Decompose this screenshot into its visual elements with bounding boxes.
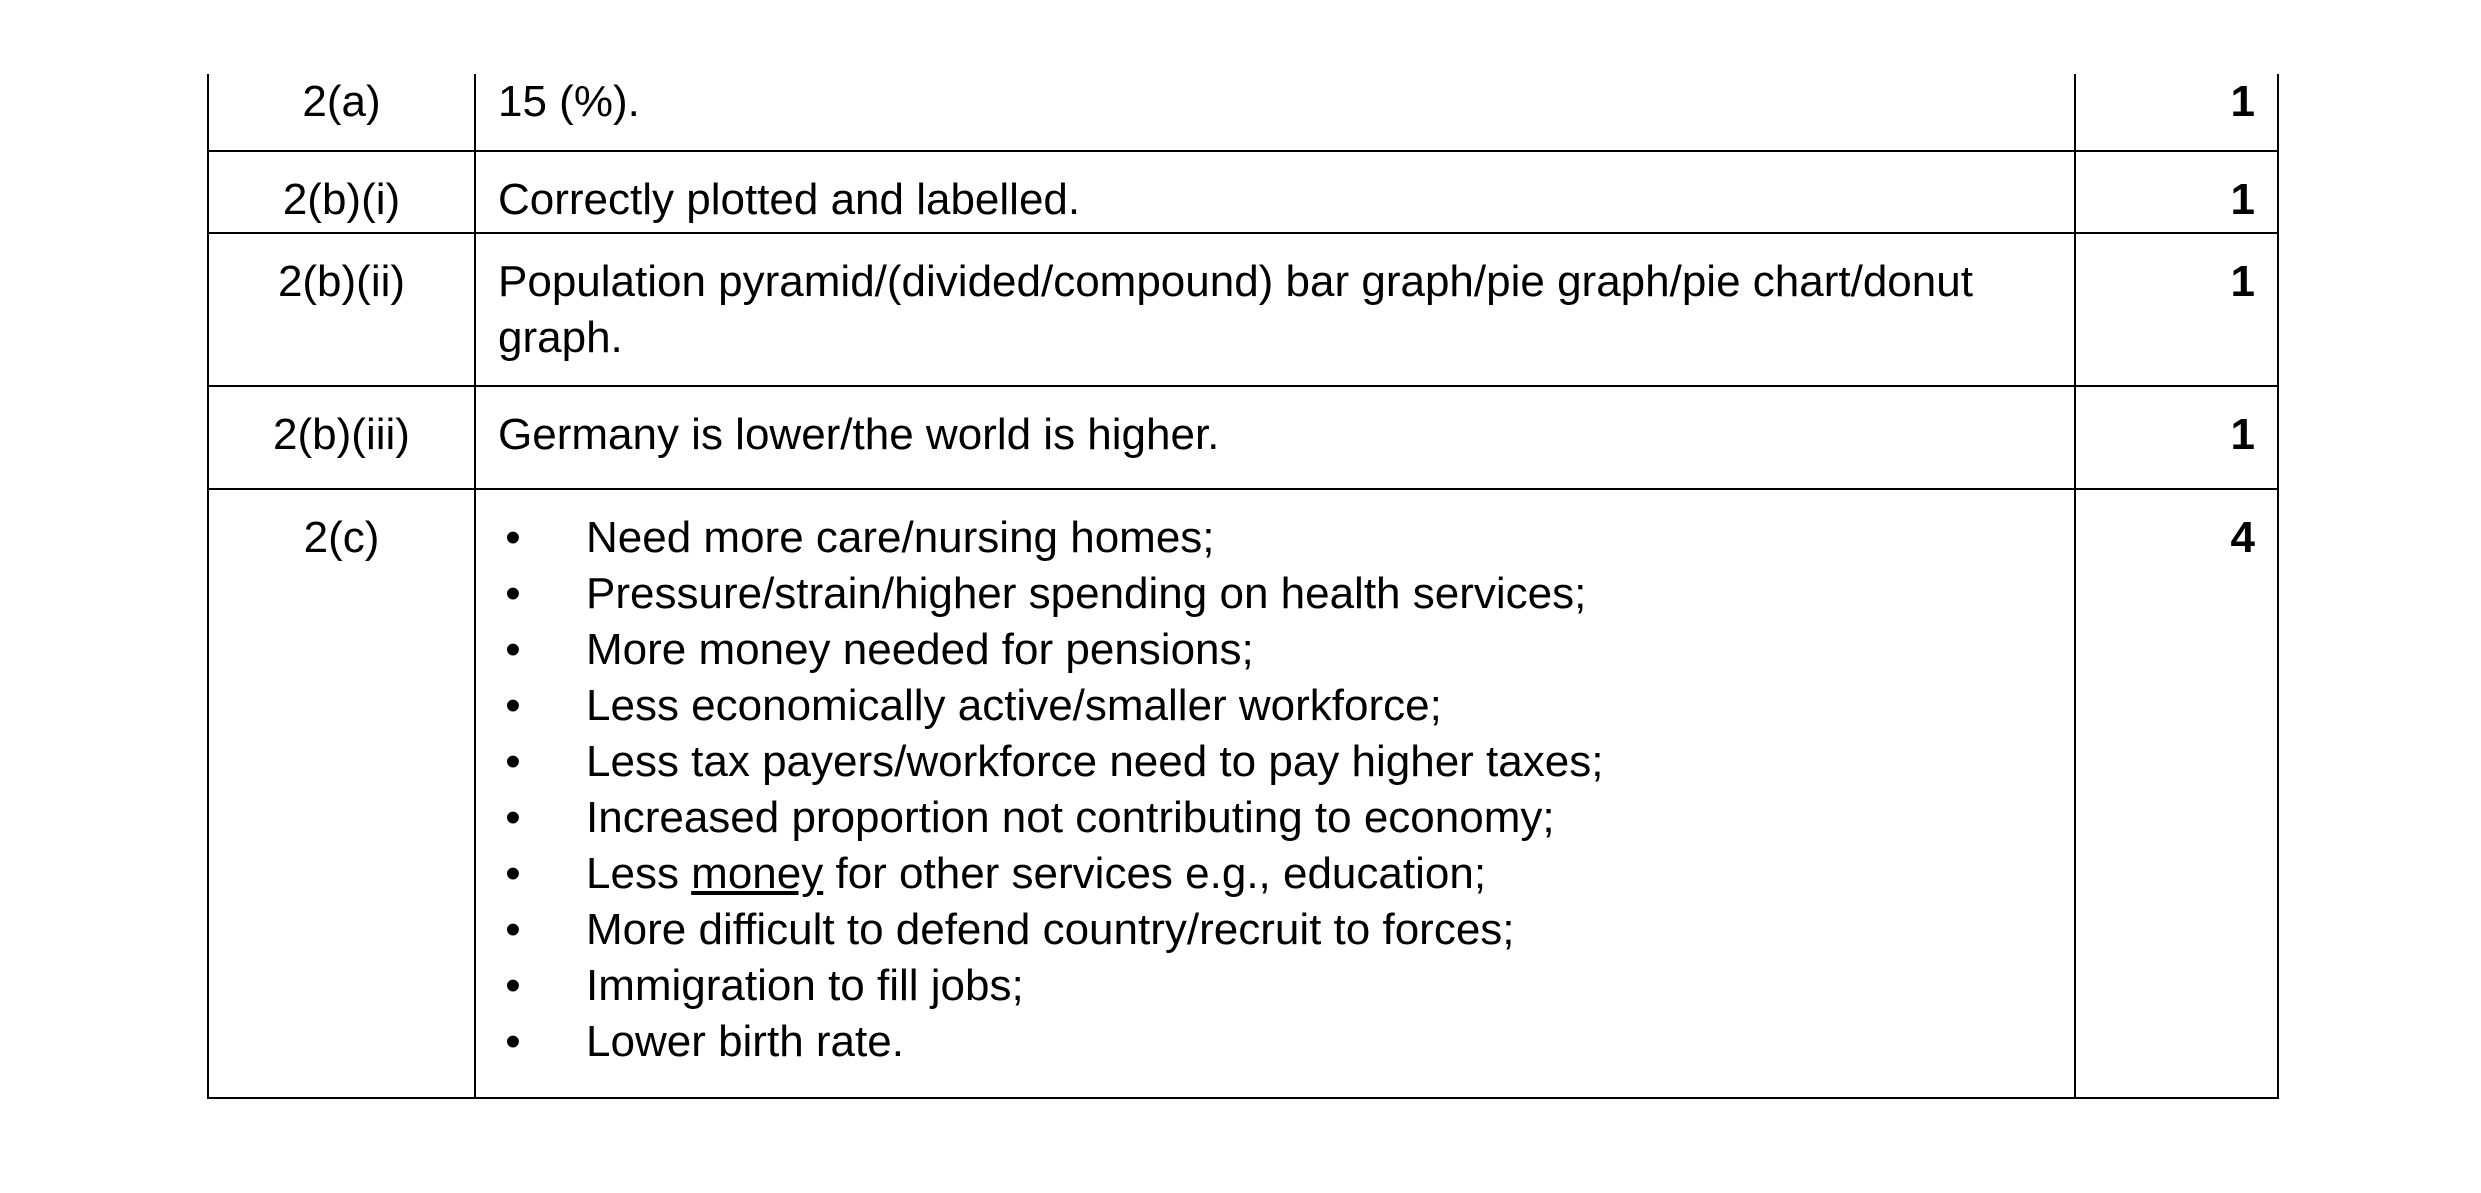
list-item-text: More money needed for pensions;	[586, 625, 1254, 674]
marks-value: 1	[2075, 151, 2278, 233]
list-item-text: Lower birth rate.	[586, 1017, 904, 1066]
question-number: 2(b)(ii)	[208, 233, 475, 386]
bullet-icon: •	[505, 513, 521, 562]
list-item	[498, 734, 2052, 790]
bullet-icon: •	[505, 905, 521, 954]
answer-points-list	[498, 510, 2052, 1070]
list-item	[498, 510, 2052, 566]
bullet-icon: •	[505, 625, 521, 674]
bullet-icon: •	[505, 849, 521, 898]
marks-value: 4	[2075, 489, 2278, 1098]
bullet-icon: •	[505, 737, 521, 786]
question-number: 2(a)	[208, 74, 475, 151]
bullet-icon: •	[505, 569, 521, 618]
answer-text: Population pyramid/(divided/compound) bar graph/pie graph/pie chart/donut graph.	[475, 233, 2075, 386]
table-row	[208, 151, 2278, 233]
list-item-text: Need more care/nursing homes;	[586, 513, 1215, 562]
bullet-icon: •	[505, 1017, 521, 1066]
list-item-text: Less	[586, 849, 692, 898]
marks-value: 1	[2075, 386, 2278, 489]
table-row	[208, 386, 2278, 489]
underlined-text: money	[691, 849, 824, 898]
table-row	[208, 233, 2278, 386]
marks-value: 1	[2075, 233, 2278, 386]
table-row	[208, 489, 2278, 1098]
bullet-icon: •	[505, 793, 521, 842]
mark-scheme-table	[207, 74, 2279, 1099]
list-item	[498, 846, 2052, 902]
list-item	[498, 566, 2052, 622]
list-item-text: Pressure/strain/higher spending on health services;	[586, 569, 1587, 618]
list-item-text: for other services e.g., education;	[823, 849, 1487, 898]
list-item	[498, 958, 2052, 1014]
list-item-text: More difficult to defend country/recruit to forces;	[586, 905, 1515, 954]
marks-value: 1	[2075, 74, 2278, 151]
bullet-icon: •	[505, 681, 521, 730]
list-item	[498, 622, 2052, 678]
bullet-icon: •	[505, 961, 521, 1010]
question-number: 2(c)	[208, 489, 475, 1098]
list-item-text: Less tax payers/workforce need to pay higher taxes;	[586, 737, 1604, 786]
list-item-text: Increased proportion not contributing to economy;	[586, 793, 1555, 842]
list-item	[498, 678, 2052, 734]
answer-text: Correctly plotted and labelled.	[475, 151, 2075, 233]
answer-text: 15 (%).	[475, 74, 2075, 151]
list-item-text: Less economically active/smaller workforce;	[586, 681, 1442, 730]
answer-text: Germany is lower/the world is higher.	[475, 386, 2075, 489]
answer-list-cell	[475, 489, 2075, 1098]
list-item	[498, 1014, 2052, 1070]
list-item	[498, 902, 2052, 958]
question-number: 2(b)(i)	[208, 151, 475, 233]
question-number: 2(b)(iii)	[208, 386, 475, 489]
list-item-text: Immigration to fill jobs;	[586, 961, 1024, 1010]
list-item	[498, 790, 2052, 846]
table-row	[208, 74, 2278, 151]
